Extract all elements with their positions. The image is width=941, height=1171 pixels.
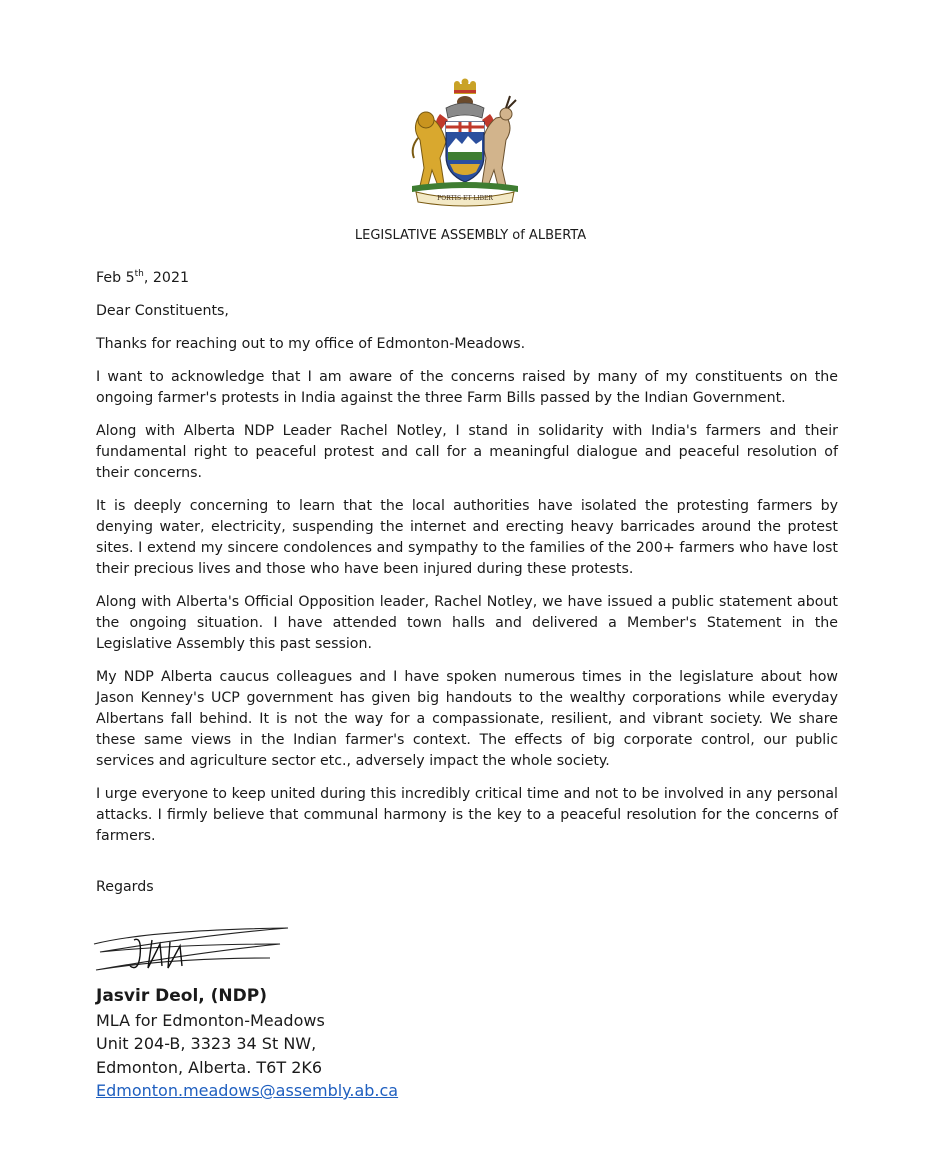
- paragraph-acknowledge: I want to acknowledge that I am aware of the concerns raised by many of my constituents on the ongoing farmer's protests in India against the three Farm Bills passed by the Indian Government.: [96, 369, 838, 406]
- address-line-2: Edmonton, Alberta. T6T 2K6: [96, 1057, 323, 1077]
- letter-body: [96, 268, 838, 859]
- handwritten-signature: [90, 922, 295, 982]
- motto-ribbon: [416, 192, 514, 206]
- paragraph-statement: Along with Alberta's Official Opposition leader, Rachel Notley, we have issued a public statement about the ongoing situation. I have attended town halls and delivered a Member's Statement in the Legislative Assembly this past session.: [96, 594, 838, 652]
- paragraph-concerns: It is deeply concerning to learn that the local authorities have isolated the protesting farmers by denying water, electricity, suspending the internet and erecting heavy barricades around the protest sites. I extend my sincere condolences and sympathy to the families of the 200+ farmers who have lost their precious lives and those who have been injured during these protests.: [96, 498, 838, 577]
- assembly-title: LEGISLATIVE ASSEMBLY of ALBERTA: [354, 228, 587, 243]
- paragraph-solidarity: Along with Alberta NDP Leader Rachel Notley, I stand in solidarity with India's farmers and their fundamental right to peaceful protest and call for a meaningful dialogue and peaceful resolution of their concerns.: [96, 423, 838, 481]
- date-ordinal: th: [134, 269, 144, 279]
- signer-role: MLA for Edmonton-Meadows: [96, 1010, 325, 1030]
- paragraph-urge: I urge everyone to keep united during this incredibly critical time and not to be involved in any personal attacks. I firmly believe that communal harmony is the key to a peaceful resolution for the concerns of farmers.: [96, 786, 838, 844]
- alberta-coat-of-arms-logo: [402, 78, 528, 208]
- signer-name: Jasvir Deol, (NDP): [96, 986, 267, 1006]
- crest-motto: FORTIS ET LIBER: [437, 195, 493, 202]
- address-line-1: Unit 204-B, 3323 34 St NW,: [96, 1034, 317, 1053]
- crown-icon: [454, 79, 476, 95]
- closing: Regards: [96, 879, 154, 895]
- email-link[interactable]: Edmonton.meadows@assembly.ab.ca: [96, 1081, 399, 1100]
- letter-date: Feb 5th, 2021: [96, 269, 190, 286]
- salutation: Dear Constituents,: [96, 303, 229, 319]
- paragraph-thanks: Thanks for reaching out to my office of Edmonton-Meadows.: [96, 336, 526, 352]
- paragraph-caucus: My NDP Alberta caucus colleagues and I have spoken numerous times in the legislature about how Jason Kenney's UCP government has given big handouts to the wealthy corporations while everyday Albertans fall behind. It is not the way for a compassionate, resilient, and vibrant society. We share these same views in the Indian farmer's context. The effects of big corporate control, our public services and agriculture sector etc., adversely impact the whole society.: [96, 669, 838, 769]
- shield-icon: [446, 122, 484, 182]
- pronghorn-supporter-icon: [482, 96, 516, 186]
- signature-block: [96, 985, 398, 1103]
